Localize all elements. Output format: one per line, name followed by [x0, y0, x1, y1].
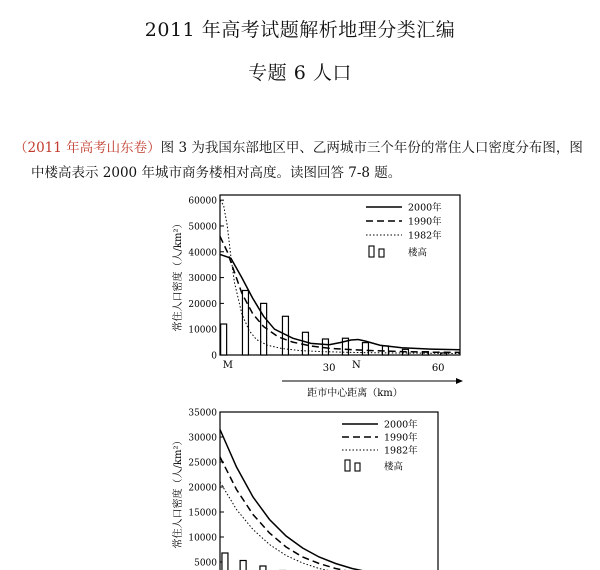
y-tick-label: 35000	[188, 408, 217, 419]
document-title: 2011 年高考试题解析地理分类汇编	[144, 19, 456, 41]
y-tick-label: 30000	[188, 274, 217, 285]
building-height-bar	[240, 561, 246, 570]
document-subtitle: 专题 6 人口	[248, 62, 352, 84]
x-tick-label: 30	[322, 363, 336, 374]
legend-label: 楼高	[408, 247, 428, 259]
y-tick-label: 25000	[188, 458, 217, 469]
chart-1-xlabel: 距市中心距离（km）	[307, 388, 403, 399]
building-height-bar	[362, 343, 368, 355]
y-tick-label: 20000	[188, 299, 217, 310]
legend-bar-swatch	[369, 246, 374, 257]
y-tick-label: 5000	[194, 558, 217, 569]
y-tick-label: 10000	[188, 325, 217, 336]
question-text-line2: 中楼高表示 2000 年城市商务楼相对高度。读图回答 7-8 题。	[31, 165, 402, 181]
legend-bar-swatch	[355, 463, 360, 471]
chart-1-ylabel: 常住人口密度（人/km²）	[173, 218, 184, 332]
y-tick-label: 50000	[188, 222, 217, 233]
chart-2-ylabel: 常住人口密度（人/km²）	[173, 435, 184, 549]
series-line-2000年	[220, 254, 460, 349]
y-tick-label: 20000	[188, 483, 217, 494]
y-tick-label: 15000	[188, 508, 217, 519]
legend-label: 1990年	[384, 432, 418, 444]
y-tick-label: 0	[211, 351, 217, 362]
legend-label: 2000年	[408, 202, 442, 214]
series-line-1990年	[220, 457, 438, 570]
building-height-bar	[222, 553, 228, 570]
building-height-bar	[221, 324, 227, 355]
y-tick-label: 10000	[188, 533, 217, 544]
chart-1	[171, 195, 463, 399]
question-source: （2011 年高考山东卷）	[14, 140, 161, 156]
legend-bar-swatch	[345, 460, 350, 471]
chart-1-arrow-head	[456, 378, 463, 384]
y-tick-label: 60000	[188, 196, 217, 207]
chart-2	[171, 409, 438, 570]
legend-label: 1982年	[408, 230, 442, 242]
point-label-M: M	[222, 360, 233, 371]
building-height-bar	[260, 566, 266, 570]
legend-bar-swatch	[379, 249, 384, 257]
building-height-bar	[261, 303, 267, 355]
legend-label: 2000年	[384, 419, 418, 431]
y-tick-label: 40000	[188, 248, 217, 259]
legend-label: 1982年	[384, 445, 418, 457]
y-tick-label: 30000	[188, 433, 217, 444]
x-tick-label: 60	[431, 363, 445, 374]
legend-label: 楼高	[384, 461, 404, 473]
point-label-N: N	[351, 360, 361, 371]
question-text-line1: 图 3 为我国东部地区甲、乙两城市三个年份的常住人口密度分布图，图	[160, 140, 583, 156]
legend-label: 1990年	[408, 216, 442, 228]
